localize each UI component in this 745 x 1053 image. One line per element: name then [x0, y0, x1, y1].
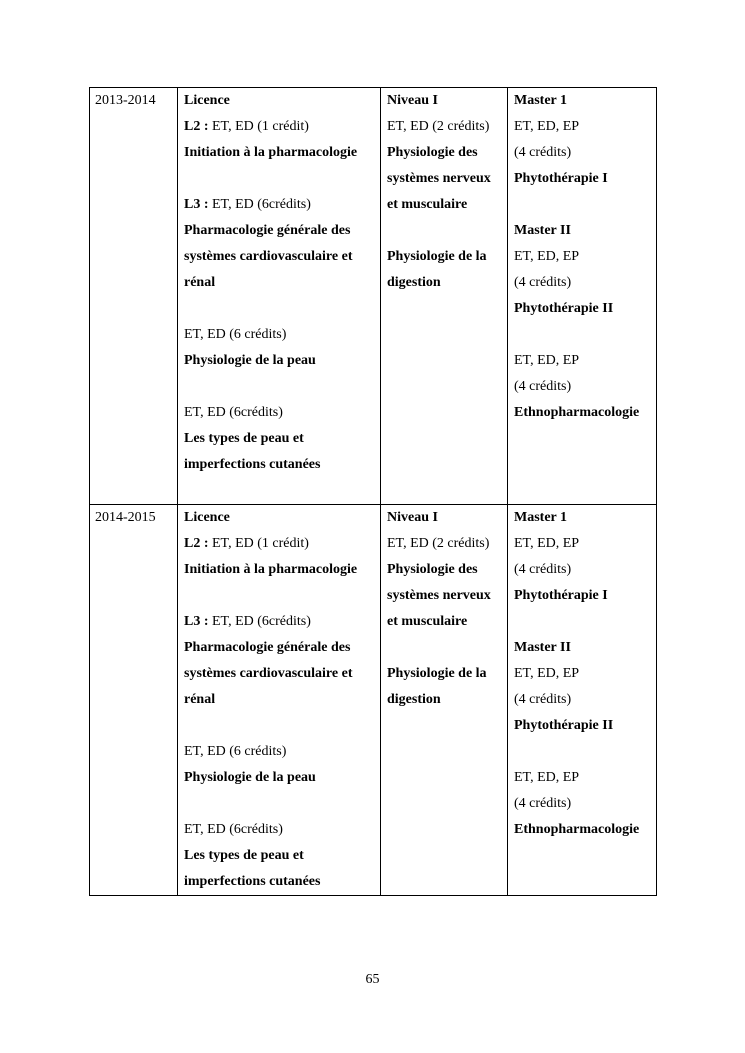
- cell-text: ET, ED (1 crédit): [212, 119, 309, 134]
- cell-line: [184, 296, 376, 322]
- cell-text: Physiologie de la peau: [184, 770, 316, 785]
- cell-line: [184, 348, 376, 374]
- cell-line: [184, 635, 376, 661]
- cell-text: (4 crédits): [514, 796, 572, 811]
- year-cell: [90, 505, 178, 896]
- cell-text: ET, ED (6 crédits): [184, 744, 287, 759]
- cell-line: [514, 374, 652, 400]
- cell-line: [184, 791, 376, 817]
- cell-line: [387, 88, 503, 114]
- cell-line: [514, 140, 652, 166]
- cell-line: [514, 88, 652, 114]
- cell-text: Physiologie de la: [387, 666, 487, 681]
- cell-text: L3 :: [184, 197, 212, 212]
- cell-text: Ethnopharmacologie: [514, 405, 640, 420]
- cell-text: Physiologie des: [387, 145, 478, 160]
- cell-line: [184, 140, 376, 166]
- cell-line: [514, 557, 652, 583]
- cell-text: systèmes nerveux: [387, 588, 491, 603]
- niveau-cell: [381, 88, 508, 505]
- cell-line: [514, 270, 652, 296]
- cell-line: [514, 609, 652, 635]
- cell-line: [184, 505, 376, 531]
- cell-text: ET, ED (6crédits): [212, 197, 311, 212]
- cell-line: [387, 609, 503, 635]
- cell-line: [184, 869, 376, 895]
- cell-line: [514, 687, 652, 713]
- cell-line: [514, 322, 652, 348]
- cell-text: Licence: [184, 93, 230, 108]
- cell-text: L2 :: [184, 119, 212, 134]
- cell-line: [184, 739, 376, 765]
- cell-text: L3 :: [184, 614, 212, 629]
- cell-text: ET, ED (2 crédits): [387, 119, 490, 134]
- cell-text: Phytothérapie II: [514, 301, 614, 316]
- cell-text: Les types de peau et: [184, 848, 304, 863]
- cell-line: [514, 531, 652, 557]
- cell-line: [514, 765, 652, 791]
- licence-cell: [178, 505, 381, 896]
- cell-text: L2 :: [184, 536, 212, 551]
- cell-text: digestion: [387, 275, 441, 290]
- cell-text: Ethnopharmacologie: [514, 822, 640, 837]
- course-schedule-table: [89, 87, 657, 896]
- cell-text: Master II: [514, 640, 571, 655]
- cell-line: [514, 713, 652, 739]
- cell-line: [184, 843, 376, 869]
- cell-text: Licence: [184, 510, 230, 525]
- cell-line: [514, 192, 652, 218]
- cell-text: Physiologie des: [387, 562, 478, 577]
- cell-text: Phytothérapie II: [514, 718, 614, 733]
- cell-line: [514, 817, 652, 843]
- cell-text: ET, ED, EP: [514, 666, 580, 681]
- cell-line: [514, 166, 652, 192]
- cell-text: Master II: [514, 223, 571, 238]
- cell-line: [184, 426, 376, 452]
- cell-line: [184, 322, 376, 348]
- cell-line: [184, 817, 376, 843]
- cell-text: Master 1: [514, 510, 567, 525]
- cell-text: ET, ED (6crédits): [184, 405, 283, 420]
- cell-text: ET, ED (1 crédit): [212, 536, 309, 551]
- cell-text: systèmes cardiovasculaire et: [184, 249, 353, 264]
- cell-line: [184, 244, 376, 270]
- cell-line: [184, 452, 376, 478]
- cell-line: [514, 244, 652, 270]
- cell-line: [514, 739, 652, 765]
- cell-line: [184, 218, 376, 244]
- cell-text: ET, ED (6 crédits): [184, 327, 287, 342]
- master-cell: [508, 505, 657, 896]
- cell-line: [184, 88, 376, 114]
- cell-text: Initiation à la pharmacologie: [184, 562, 358, 577]
- academic-year: 2014-2015: [95, 510, 156, 525]
- cell-line: [184, 609, 376, 635]
- niveau-cell: [381, 505, 508, 896]
- cell-line: [387, 583, 503, 609]
- cell-text: Pharmacologie générale des: [184, 223, 351, 238]
- cell-line: [184, 583, 376, 609]
- cell-line: [387, 114, 503, 140]
- cell-line: [387, 635, 503, 661]
- cell-line: [184, 687, 376, 713]
- cell-text: ET, ED (2 crédits): [387, 536, 490, 551]
- cell-line: [184, 713, 376, 739]
- cell-text: imperfections cutanées: [184, 457, 321, 472]
- cell-line: [184, 270, 376, 296]
- cell-text: ET, ED, EP: [514, 770, 580, 785]
- cell-text: (4 crédits): [514, 692, 572, 707]
- cell-text: Phytothérapie I: [514, 588, 608, 603]
- cell-line: [514, 296, 652, 322]
- cell-line: [387, 244, 503, 270]
- cell-text: ET, ED (6crédits): [184, 822, 283, 837]
- page-number: 65: [365, 972, 380, 987]
- cell-line: [514, 635, 652, 661]
- cell-text: imperfections cutanées: [184, 874, 321, 889]
- cell-line: [387, 192, 503, 218]
- cell-text: Pharmacologie générale des: [184, 640, 351, 655]
- cell-text: ET, ED, EP: [514, 249, 580, 264]
- cell-line: [184, 114, 376, 140]
- cell-line: [387, 531, 503, 557]
- cell-text: (4 crédits): [514, 562, 572, 577]
- cell-text: Initiation à la pharmacologie: [184, 145, 358, 160]
- cell-text: (4 crédits): [514, 379, 572, 394]
- cell-line: [387, 505, 503, 531]
- cell-line: [514, 218, 652, 244]
- cell-text: rénal: [184, 692, 216, 707]
- cell-line: [387, 140, 503, 166]
- cell-line: [387, 661, 503, 687]
- schedule-body: [90, 88, 657, 896]
- cell-line: [514, 583, 652, 609]
- cell-text: (4 crédits): [514, 145, 572, 160]
- cell-text: (4 crédits): [514, 275, 572, 290]
- cell-line: [184, 478, 376, 504]
- cell-line: [184, 765, 376, 791]
- cell-text: systèmes nerveux: [387, 171, 491, 186]
- cell-line: [514, 791, 652, 817]
- cell-line: [514, 348, 652, 374]
- cell-text: ET, ED (6crédits): [212, 614, 311, 629]
- cell-line: [514, 400, 652, 426]
- cell-line: [514, 114, 652, 140]
- cell-line: [184, 557, 376, 583]
- cell-line: [387, 687, 503, 713]
- table-row: [90, 505, 657, 896]
- cell-text: systèmes cardiovasculaire et: [184, 666, 353, 681]
- cell-text: Physiologie de la peau: [184, 353, 316, 368]
- cell-text: Les types de peau et: [184, 431, 304, 446]
- cell-text: et musculaire: [387, 197, 468, 212]
- cell-text: Niveau I: [387, 510, 438, 525]
- master-cell: [508, 88, 657, 505]
- cell-text: Phytothérapie I: [514, 171, 608, 186]
- cell-text: ET, ED, EP: [514, 119, 580, 134]
- cell-line: [184, 374, 376, 400]
- cell-line: [387, 166, 503, 192]
- cell-text: rénal: [184, 275, 216, 290]
- cell-line: [184, 166, 376, 192]
- cell-line: [387, 557, 503, 583]
- cell-line: [387, 218, 503, 244]
- cell-line: [514, 661, 652, 687]
- cell-line: [184, 192, 376, 218]
- cell-line: [184, 531, 376, 557]
- table-row: [90, 88, 657, 505]
- cell-text: Master 1: [514, 93, 567, 108]
- cell-text: Physiologie de la: [387, 249, 487, 264]
- cell-text: et musculaire: [387, 614, 468, 629]
- cell-line: [387, 270, 503, 296]
- cell-line: [514, 505, 652, 531]
- cell-text: ET, ED, EP: [514, 353, 580, 368]
- academic-year: 2013-2014: [95, 93, 156, 108]
- cell-line: [184, 400, 376, 426]
- licence-cell: [178, 88, 381, 505]
- cell-line: [184, 661, 376, 687]
- year-cell: [90, 88, 178, 505]
- cell-text: ET, ED, EP: [514, 536, 580, 551]
- cell-text: digestion: [387, 692, 441, 707]
- cell-text: Niveau I: [387, 93, 438, 108]
